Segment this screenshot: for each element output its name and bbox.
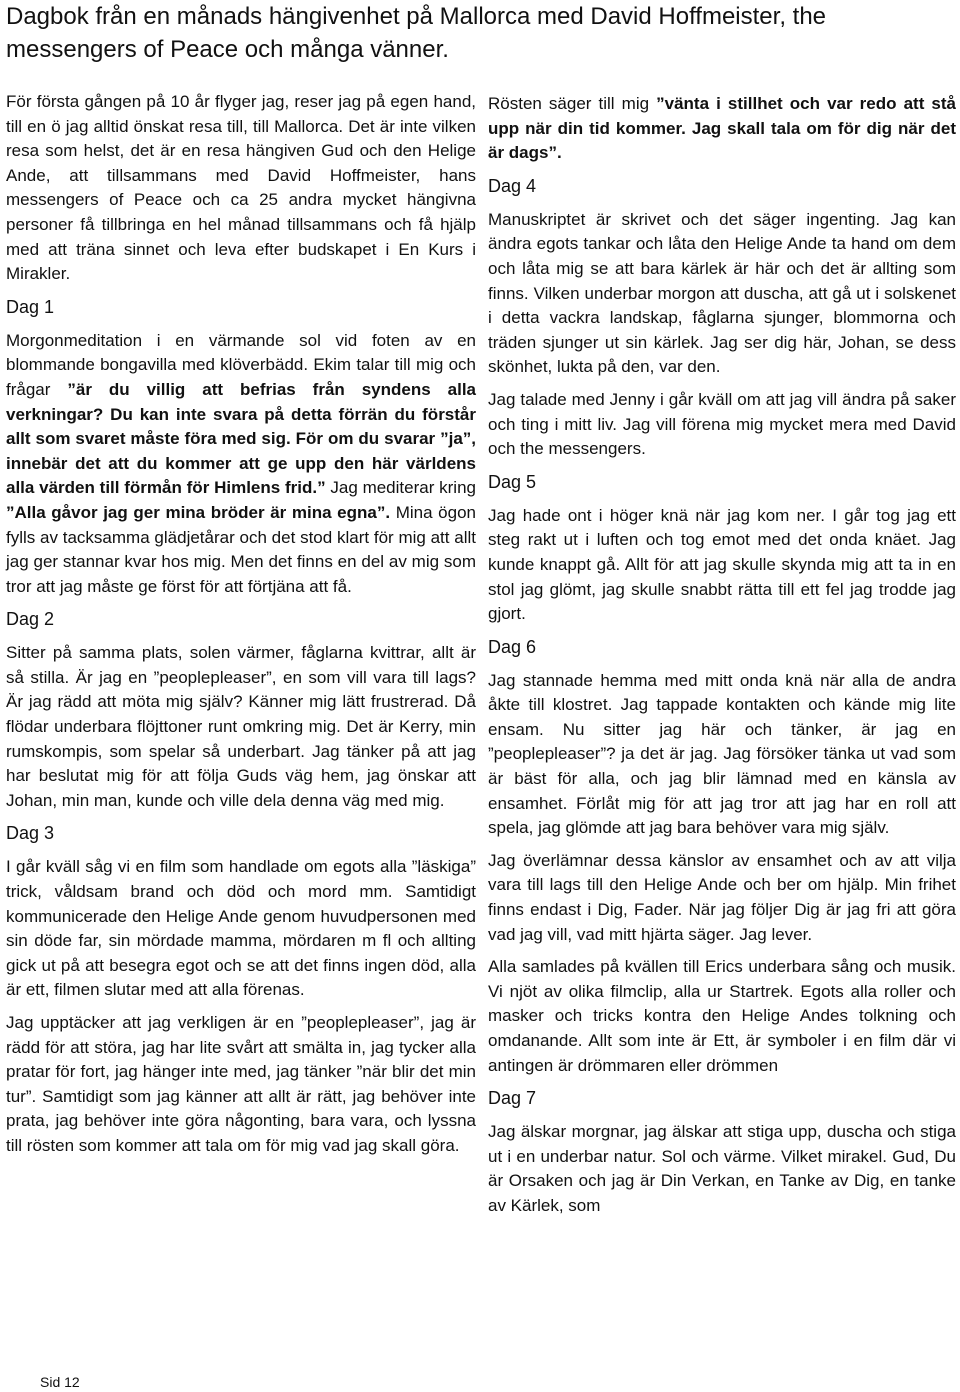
day-6-paragraph-1: Jag stannade hemma med mitt onda knä när alla de andra åkte till klostret. Jag tappade kontakten och kände mig lite ensam. Nu sitter jag här och tänker, är jag en ”peoplepleaser”? ja det är jag. Jag försöker tänka ut vad som är bäst för alla, och jag blir lämnad med en känsla av ensamhet. Förlåt mig för att jag tror att jag har en roll att spela, jag glömde att jag bara behöver vara mig själv.	[488, 670, 956, 838]
page-number: Sid 12	[40, 1374, 80, 1390]
day-1-bold-d: ”Alla gåvor jag ger mina bröder är mina egna”.	[6, 502, 391, 522]
day-4-paragraph-1: Manuskriptet är skrivet och det säger ingenting. Jag kan ändra egots tankar och låta den Helige Ande ta hand om dem och låta mig se att bara kärlek är här och det är allting som finns. Vilken underbar morgon att duscha, att gå ut i solskenet i detta vackra landskap, fåglarna sjunger, blommorna och träden sjunger ut sin kärlek. Jag ser dig här, Johan, se dess skönhet, lukta på den, var den.	[488, 209, 956, 377]
day-1-heading: Dag 1	[6, 296, 55, 317]
day-6-paragraph-2: Jag överlämnar dessa känslor av ensamhet och av att vilja vara till lags till den Helige Ande och ber om hjälp. Min frihet finns endast i Dig, Fader. När jag följer Dig är jag fri att göra vad jag vill, vad mitt hjärta säger. Jag lever.	[488, 850, 956, 944]
day-1-paragraph	[6, 329, 476, 600]
day-1-text-e: Mina ögon fylls av tacksamma glädjetårar och det stod klart för mig att allt jag ger stannar kvar hos mig. Men det finns en del av mig som tror att jag måste ge först för att förtjäna att få.	[6, 502, 476, 596]
intro-paragraph: För första gången på 10 år flyger jag, reser jag på egen hand, till en ö jag alltid önskat resa till, till Mallorca. Det är inte vilken resa som helst, det är en resa hängiven Gud och den Helige Ande, att tillsammans med David Hoffmeister, hans messengers of Peace och ca 25 andra mycket hängivna personer få tillbringa en hel månad tillsammans och få hjälp med att träna sinnet och leva efter budskapet i En Kurs i Mirakler.	[6, 92, 476, 284]
left-column	[6, 90, 476, 1167]
right-column	[488, 92, 956, 1227]
day-4-heading: Dag 4	[488, 175, 537, 196]
day-3-text-a: Rösten säger till mig	[488, 94, 657, 113]
day-1-text-a: Morgonmeditation i en värmande sol vid foten av en blommande bongavilla med klöverbädd. Ekim talar till mig och frågar	[6, 330, 476, 399]
day-2-heading: Dag 2	[6, 609, 55, 630]
day-6-heading: Dag 6	[488, 636, 537, 657]
day-1-text-c: Jag mediterar kring	[325, 478, 476, 498]
day-1-bold-a: ”är du villig att befrias från syndens alla verkningar? Du kan inte svara på detta förrän du förstår allt som svaret måste föra med sig. För om du svarar ”ja”, innebär det att du kommer att ge upp den här världens alla värden till förmån för Himlens frid.”	[6, 379, 476, 498]
day-4-paragraph-2: Jag talade med Jenny i går kväll om att jag vill ändra på saker och ting i mitt liv. Jag vill förena mig mycket mera med David och the messengers.	[488, 389, 956, 459]
day-7-paragraph: Jag älskar morgnar, jag älskar att stiga upp, duscha och stiga ut i en underbar natur. Sol och värme. Vilket mirakel. Gud, Du är Orsaken och jag är Din Verkan, en Tanke av Dig, en tanke av Kärlek, som	[488, 1122, 956, 1215]
day-6-paragraph-3: Alla samlades på kvällen till Erics underbara sång och musik. Vi njöt av olika filmclip, alla ur Startrek. Egots alla roller och masker och tricks kontra den Helige Andes tolkning och omdanande. Allt som inte är Ett, är symboler i en film där vi antingen är drömmaren eller drömmen	[488, 957, 956, 1075]
page-title: Dagbok från en månads hängivenhet på Mallorca med David Hoffmeister, the messengers of Peace och många vänner.	[6, 3, 827, 63]
day-3-bold-b: ”vänta i stillhet och var redo att stå upp när din tid kommer. Jag skall tala om för dig när det är dags”.	[488, 94, 957, 163]
day-2-paragraph: Sitter på samma plats, solen värmer, fåglarna kvittrar, allt är så stilla. Är jag en ”peoplepleaser”, en som vill vara till lags? Är jag rädd att möta mig själv? Känner mig lätt frustrerad. Då flödar underbara flöjttoner runt omkring mig. Det är Kerry, min rumskompis, som spelar så underbart. Jag tänker på att jag har beslutat mig för att följa Guds väg hem, jag önskar att Johan, min man, kunde och ville dela denna väg med mig.	[6, 643, 476, 810]
day-5-paragraph: Jag hade ont i höger knä när jag kom ner. I går tog jag ett steg rakt ut i luften och tog emot med det onda knäet. Jag kunde knappt gå. Allt för att jag skulle skynda mig att ta in en stol jag glömt, jag skulle snabbt rätta till ett fel jag trodde jag gjort.	[488, 505, 956, 624]
day-7-heading: Dag 7	[488, 1088, 537, 1109]
day-3-heading: Dag 3	[6, 823, 55, 844]
day-3-paragraph-1: I går kväll såg vi en film som handlade om egots alla ”läskiga” trick, våldsam brand och död och mord mm. Samtidigt kommunicerade den Helige Ande genom huvudpersonen med sin döde far, sin mördade mamma, mördaren m fl och allting gick ut på att besegra egot och se att det finns ingen död, alla är ett, filmen slutar med att alla förenas.	[6, 857, 476, 1000]
day-5-heading: Dag 5	[488, 471, 537, 492]
day-3-paragraph-3	[488, 92, 956, 166]
day-3-paragraph-2: Jag upptäcker att jag verkligen är en ”peoplepleaser”, jag är rädd för att störa, jag har lite svårt att smälta in, jag tycker alla pratar för fort, jag hänger inte med, jag tänker ”när blir det min tur”. Samtidigt som jag känner att allt är rätt, jag behöver inte prata, jag behöver inte göra någonting, bara vara, och lyssna till rösten som kommer att tala om för mig vad jag skall göra.	[6, 1013, 476, 1155]
